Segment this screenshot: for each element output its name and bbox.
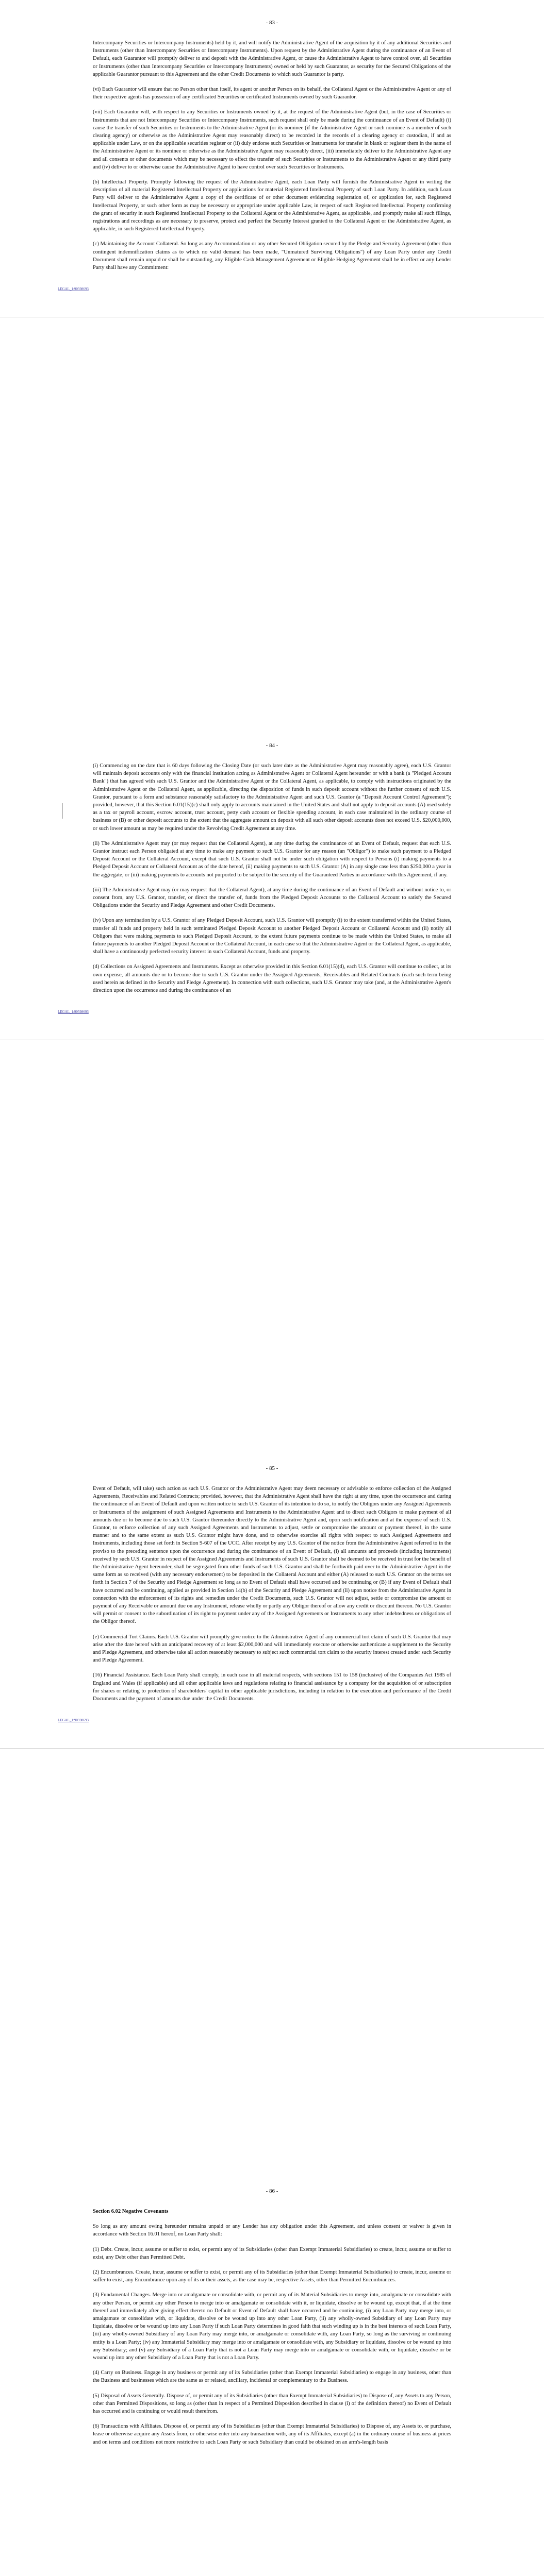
page-number: - 83 - [266, 20, 278, 26]
page-number: - 86 - [266, 2188, 278, 2194]
section-heading: Section 6.02 Negative Covenants [93, 2209, 169, 2214]
paragraph: (4) Carry on Business. Engage in any business or permit any of its Subsidiaries (other than Exempt Immaterial Subsidiaries) to engage in any business, other than the Business and businesses which are the same as or related, ancillary, incidental or complementary to the Business. [93, 2370, 451, 2384]
paragraph: (c) Maintaining the Account Collateral. So long as any Accommodation or any other Secured Obligation secured by the Pledge and Security Agreement (other than contingent indemnification claims as to which no valid demand has been made, "Unmatured Surviving Obligations") of any Loan Party under any Credit Document shall remain unpaid or shall be outstanding, any Eligible Cash Management Agreement or Eligible Hedging Agreement shall be in effect or any Lender Party shall have any Commitment: [93, 241, 451, 271]
paragraph: (5) Disposal of Assets Generally. Dispose of, or permit any of its Subsidiaries (other than Exempt Immaterial Subsidiaries) to Dispose of, any Assets to any Person, other than Permitted Dispositions, so long as (other than in respect of a Permitted Disposition described in clause (i) of the definition thereof) no Event of Default has occurred and is continuing or would result therefrom. [93, 2393, 451, 2415]
footer-reference[interactable]: LEGAL_1:90598693 [58, 287, 89, 292]
paragraph: (iii) The Administrative Agent may (or may request that the Collateral Agent), at any time during the continuance of an Event of Default and without notice to, or consent from, any U.S. Grantor, transfer, or direct the transfer of, funds from the Pledged Deposit Accounts to the Collateral Account to satisfy the Secured Obligations under the Security and Pledge Agreement and other Credit Documents. [93, 887, 451, 909]
paragraph: (vi) Each Guarantor will ensure that no Person other than itself, its agent or another Person on its behalf, the Collateral Agent or the Administrative Agent or any of their respective agents has possession of any certificated Securities or certificated Instruments owned by such Guarantor. [93, 87, 451, 100]
paragraph: (2) Encumbrances. Create, incur, assume or suffer to exist, or permit any of its Subsidiaries (other than Exempt Immaterial Subsidiaries) to create, incur, assume or suffer to exist, any Encumbrance upon any of its or their assets, as the case may be, respective Assets, other than Permitted Encumbrances. [93, 2269, 451, 2283]
page-divider [0, 1748, 544, 1749]
paragraph: (b) Intellectual Property. Promptly following the request of the Administrative Agent, each Loan Party will furnish the Administrative Agent in writing the description of all material Registered Intellectual Property or applications for material Registered Intellectual Property of such Loan Party. In addition, such Loan Party will deliver to the Administrative Agent a copy of the certificate of or other document evidencing registration of, or application for, such Registered Intellectual Property, or such other form as may be necessary or appropriate under applicable Law, in respect of such Registered Intellectual Property confirming the grant of security in such Registered Intellectual Property to the Collateral Agent or the Administrative Agent, as applicable, and promptly make all such filings, registrations and recordings as are necessary to preserve, protect and perfect the Security Interest granted to the Collateral Agent or the Administrative Agent, as applicable, in such Registered Intellectual Property. [93, 179, 451, 232]
paragraph: So long as any amount owing hereunder remains unpaid or any Lender has any obligation under this Agreement, and unless consent or waiver is given in accordance with Section 16.01 hereof, no Loan Party shall: [93, 2224, 451, 2238]
paragraph: (vii) Each Guarantor will, with respect to any Securities or Instruments owned by it, at the request of the Administrative Agent (but, in the case of Securities or Instruments that are not Intercompany Securities or Intercompany Instruments, such request shall only be made during the continuance of an Event of Default) (i) cause the transfer of such Securities or Instruments to the Administrative Agent (or its nominee (if the Administrative Agent or such nominee is a member of such clearing agency) or otherwise as the Administrative Agent may reasonably direct) to be recorded in the records of a clearing agency or custodian, if and as applicable under Law, or on the applicable securities register or (ii) duly endorse such Securities or Instruments for transfer in blank or register them in the name of the Administrative Agent or its nominee or otherwise as the Administrative Agent may reasonably direct, (iii) immediately deliver to the Administrative Agent any and all consents or other documents which may be necessary to effect the transfer of such Securities or Instruments to the Administrative Agent or any third party and (iv) deliver to or otherwise cause the Administrative Agent to have control over such Securities or Instruments. [93, 109, 451, 170]
paragraph: (ii) The Administrative Agent may (or may request that the Collateral Agent), at any time during the continuance of an Event of Default, request that each U.S. Grantor instruct each Person obligated at any time to make any payment to such U.S. Grantor for any reason (an "Obligor") to make such payment to a Pledged Deposit Account or the Collateral Account, except that such U.S. Grantor shall not be under such obligation with respect to Persons (i) making payments to a Pledged Deposit Account or Collateral Account as of the date hereof, (ii) making payments to such U.S. Grantor (A) in any single case less than $250,000 a year in the aggregate, or (iii) making payments to accounts not purported to be subject to the security of the Guaranteed Parties in accordance with this Agreement, if any. [93, 840, 451, 878]
page-84 [0, 742, 544, 1446]
footer-reference[interactable]: LEGAL_1:90598693 [58, 1718, 89, 1723]
page-83 [0, 20, 544, 723]
page-86 [0, 2188, 544, 2576]
paragraph: (1) Debt. Create, incur, assume or suffer to exist, or permit any of its Subsidiaries (other than Exempt Immaterial Subsidiaries) to create, incur, assume or suffer to exist, any Debt other than Permitted Debt. [93, 2246, 451, 2260]
paragraph: (3) Fundamental Changes. Merge into or amalgamate or consolidate with, or permit any of its Material Subsidiaries to merge into, amalgamate or consolidate with any other Person, or permit any other Person to merge into or amalgamate or consolidate with it, or liquidate, dissolve or be wound up, except that, if at the time thereof and immediately after giving effect thereto no Default or Event of Default shall have occurred and be continuing, (i) any Loan Party may merge into, or amalgamate or consolidate with, or liquidate, dissolve or be wound up into any other Loan Party, (ii) any wholly-owned Subsidiary of any Loan Party may liquidate, dissolve or be wound up into any Loan Party if such Loan Party determines in good faith that such winding up is in the best interests of such Loan Party, (iii) any wholly-owned Subsidiary of any Loan Party may merge into, or amalgamate or consolidate with, any Loan Party, so long as the surviving or continuing entity is a Loan Party; (iv) any Immaterial Subsidiary may merge into or amalgamate or consolidate with, any Subsidiary or liquidate, dissolve or be wound up into any Subsidiary; and (v) any Subsidiary of a Loan Party that is not a Loan Party may merge into or amalgamate or consolidate with, or liquidate, dissolve or be wound up into any other Subsidiary of a Loan Party that is not a Loan Party. [93, 2292, 451, 2361]
paragraph: (6) Transactions with Affiliates. Dispose of, or permit any of its Subsidiaries (other than Exempt Immaterial Subsidiaries) to Dispose of, any Assets to, or purchase, lease or otherwise acquire any Assets from, or otherwise enter into any transaction with, any of its Affiliates, except (a) in the ordinary course of business at prices and on terms and conditions not more restrictive to such Loan Party or such Subsidiary than could be obtained on an arm's-length basis [93, 2424, 451, 2445]
paragraph: Intercompany Securities or Intercompany Instruments) held by it, and will notify the Administrative Agent of the acquisition by it of any additional Securities and Instruments (other than Intercompany Securities or Intercompany Instruments). Upon request by the Administrative Agent during the continuance of an Event of Default, each Guarantor will promptly deliver to and deposit with the Administrative Agent, or cause the Administrative Agent to have control over, all Securities or Instruments (other than Intercompany Securities or Intercompany Instruments) owned or held by such Guarantor, as security for the Secured Obligations of the applicable Guarantor pursuant to this Agreement and the other Credit Documents to which such Guarantor is party. [93, 40, 451, 77]
page-85 [0, 1465, 544, 2168]
paragraph: (iv) Upon any termination by a U.S. Grantor of any Pledged Deposit Account, such U.S. Grantor will promptly (i) to the extent transferred within the United States, transfer all funds and property held in such terminated Pledged Deposit Account to another Pledged Deposit Account or Collateral Account and (ii) notify all Obligors that were making payments to such Pledged Deposit Account, to the extent future payments continue to be made within the United States, to make all future payments to another Pledged Deposit Account or the Collateral Account, in each case so that the Administrative Agent or the Collateral Agent, as applicable, shall have a continuously perfected security interest in such Collateral Account, funds and property. [93, 918, 451, 955]
page-number: - 84 - [266, 742, 278, 749]
paragraph: Event of Default, will take) such action as such U.S. Grantor or the Administrative Agent may deem necessary or advisable to enforce collection of the Assigned Agreements, Receivables and Related Contracts; provided, however, that the Administrative Agent shall have the right at any time, upon the occurrence and during the continuance of an Event of Default and upon written notice to such U.S. Grantor of its intention to do so, to notify the Obligors under any Assigned Agreements or Instruments of the assignment of such Assigned Agreements and Instruments to the Administrative Agent and to direct such Obligors to make payment of all amounts due or to become due to such U.S. Grantor thereunder directly to the Administrative Agent and, upon such notification and at the expense of such U.S. Grantor, to enforce collection of any such Assigned Agreements and Instruments to adjust, settle or compromise the amount or payment thereof, in the same manner and to the same extent as such U.S. Grantor might have done, and to otherwise exercise all rights with respect to such Assigned Agreements and Instruments, including those set forth in Section 9-607 of the UCC. After receipt by any U.S. Grantor of the notice from the Administrative Agent referred to in the proviso to the preceding sentence upon the occurrence and during the continuance of an Event of Default, (i) all amounts and proceeds (including instruments) received by such U.S. Grantor in respect of the Assigned Agreements and Instruments of such U.S. Grantor shall be deemed to be received in trust for the benefit of the Administrative Agent hereunder, shall be segregated from other funds of such U.S. Grantor and shall be forthwith paid over to the Administrative Agent in the same form as so received (with any necessary endorsement) to be deposited in the Collateral Account and either (A) released to such U.S. Grantor on the terms set forth in Section 7 of the Security and Pledge Agreement so long as no Event of Default shall have occurred and be continuing or (B) if any Event of Default shall have occurred and be continuing, applied as provided in Section 14(b) of the Security and Pledge Agreement and (ii) upon notice from the Administrative Agent in connection with the enforcement of its rights and remedies under the Credit Documents, such U.S. Grantor will not adjust, settle or compromise the amount or payment of any Receivable or amount due on any Instrument, release wholly or partly any Obligor thereof or allow any credit or discount thereon. No U.S. Grantor will permit or consent to the subordination of its right to payment under any of the Assigned Agreements or Instruments to any other indebtedness or obligations of the Obligor thereof. [93, 1486, 451, 1625]
paragraph: (e) Commercial Tort Claims. Each U.S. Grantor will promptly give notice to the Administrative Agent of any commercial tort claim of such U.S. Grantor that may arise after the date hereof with an anticipated recovery of at least $2,000,000 and will immediately execute or otherwise authenticate a supplement to the Security and Pledge Agreement, and otherwise take all action reasonably necessary to subject such commercial tort claim to the security interest created under such Security and Pledge Agreement. [93, 1634, 451, 1664]
paragraph: (d) Collections on Assigned Agreements and Instruments. Except as otherwise provided in this Section 6.01(15)(d), each U.S. Grantor will continue to collect, at its own expense, all amounts due or to become due to such U.S. Grantor under the Assigned Agreements, Receivables and Related Contracts (each such term being used herein as defined in the Security and Pledge Agreement). In connection with such collections, such U.S. Grantor may take (and, at the Administrative Agent's direction upon the occurrence and during the continuance of an [93, 964, 451, 994]
paragraph: (16) Financial Assistance. Each Loan Party shall comply, in each case in all material respects, with sections 151 to 158 (inclusive) of the Companies Act 1985 of England and Wales (if applicable) and all other applicable laws and regulations relating to financial assistance by a company for the acquisition of or subscription for shares or relating to protection of shareholders' capital in other applicable jurisdictions, including in relation to the execution and performance of the Credit Documents and the payment of amounts due under the Credit Documents. [93, 1672, 451, 1702]
paragraph: (i) Commencing on the date that is 60 days following the Closing Date (or such later date as the Administrative Agent may reasonably agree), each U.S. Grantor will maintain deposit accounts only with the financial institution acting as Administrative Agent or Collateral Agent hereunder or with a bank (a "Pledged Account Bank") that has agreed with such U.S. Grantor and the Administrative Agent or the Collateral Agent, as applicable, to comply with instructions originated by the Administrative Agent or the Collateral Agent, as applicable, directing the disposition of funds in such deposit account without the further consent of such U.S. Grantor, pursuant to a form and substance reasonably satisfactory to the Administrative Agent and such U.S. Grantor (a "Deposit Account Control Agreement"); provided, however, that this Section 6.01(15)(c) shall only apply to accounts maintained in the United States and shall not apply to deposit accounts (A) used solely as a tax or payroll account, escrow account, trust account, petty cash account or flexible spending account, in each case maintained in the ordinary course of business or (B) or other deposit accounts to the extent that the aggregate amount on deposit with all such other deposit accounts does not exceed U.S. $20,000,000, or such lower amount as may be required under the Revolving Credit Agreement at any time. [93, 763, 451, 832]
footer-reference[interactable]: LEGAL_1:90598693 [58, 1010, 89, 1014]
page-number: - 85 - [266, 1465, 278, 1471]
